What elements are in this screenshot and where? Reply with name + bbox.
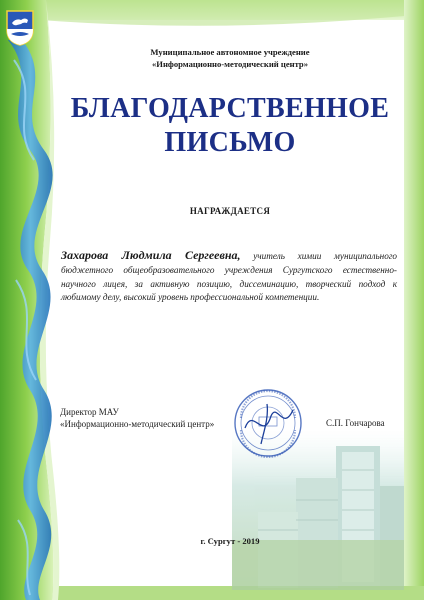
recipient-name: Захарова Людмила Сергеевна, bbox=[61, 248, 241, 262]
organization-line-1: Муниципальное автономное учреждение bbox=[150, 47, 310, 57]
director-position-line-1: Директор МАУ bbox=[60, 407, 119, 417]
director-position-line-2: «Информационно-методический центр» bbox=[60, 419, 215, 429]
place-and-date: г. Сургут - 2019 bbox=[200, 536, 260, 546]
citation-text: учитель химии муниципального бюджетного общеобразовательного учреждения Сургутского естественно-научного лицея, за активную позицию, диссеминацию, творческий подход к любимому делу, высокий уровень профессиональной компетенции. bbox=[61, 251, 397, 303]
organization-line-2: «Информационно-методический центр» bbox=[151, 59, 308, 69]
organization-name bbox=[58, 46, 402, 70]
certificate-title bbox=[58, 92, 402, 160]
award-citation bbox=[61, 249, 397, 305]
coat-of-arms-icon bbox=[6, 10, 34, 46]
title-line-1: БЛАГОДАРСТВЕННОЕ bbox=[70, 93, 390, 124]
director-position bbox=[60, 406, 214, 430]
title-line-2: ПИСЬМО bbox=[164, 127, 296, 158]
awarded-label: НАГРАЖДАЕТСЯ bbox=[189, 206, 271, 216]
signatory-name: С.П. Гончарова bbox=[326, 418, 385, 428]
stamp-and-signature-icon bbox=[233, 388, 303, 458]
